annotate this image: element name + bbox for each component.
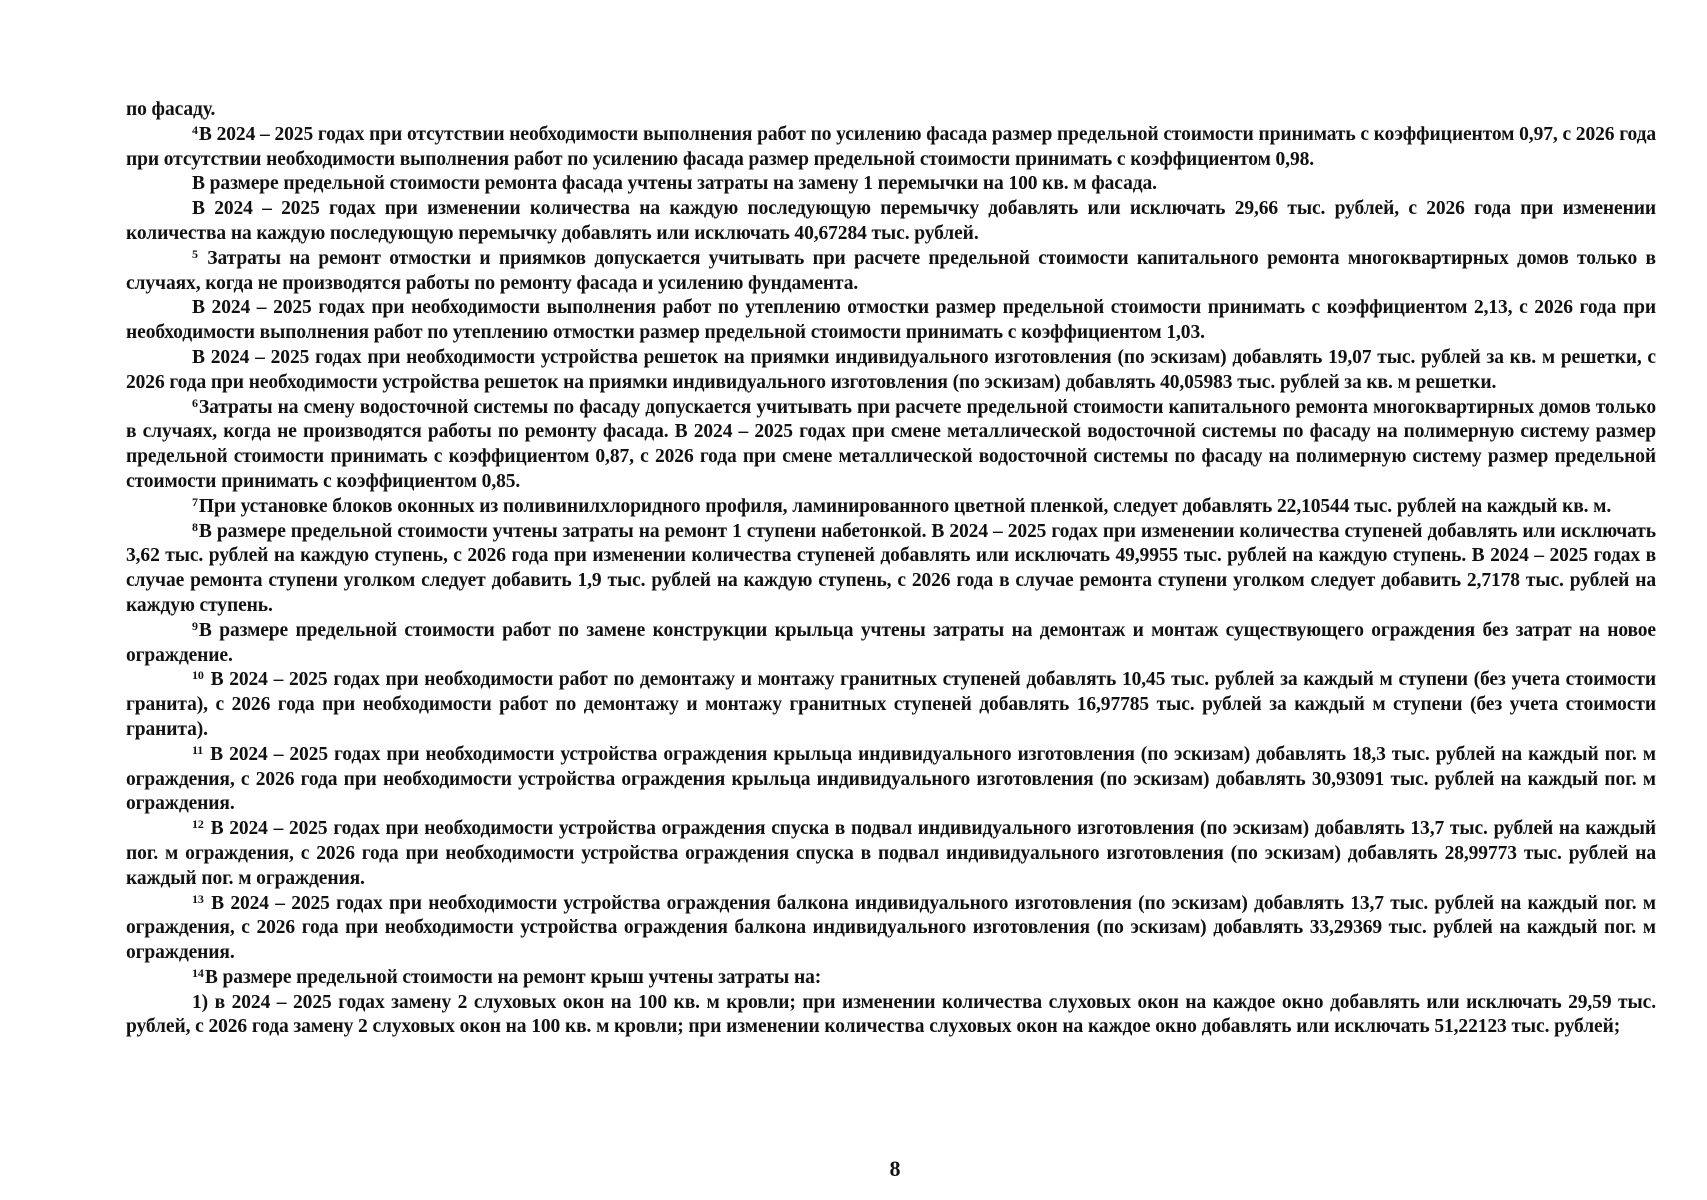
footnote-marker: 7 [192,494,198,509]
footnote-12 [126,817,1656,891]
paragraph-text: В размере предельной стоимости на ремонт крыш учтены затраты на: [204,966,822,988]
page-number: 8 [889,1156,901,1181]
paragraph-text: В размере предельной стоимости ремонта фасада учтены затраты на замену 1 перемычки на 100 кв. м фасада. [192,173,1157,195]
footnote-11 [126,743,1656,817]
paragraph-blind-area-insulation [126,296,1656,346]
paragraph-text: Затраты на смену водосточной системы по фасаду допускается учитывать при расчете предельной стоимости капитального ремонта многоквартирных домов только в случаях, когда не производятся работы по ремонту фасада. В 2024 – 2025 годах при смене металлической водосточной системы по фасаду на полимерную систему размер предельной стоимости принимать с коэффициентом 0,87, с 2026 года при смене металлической водосточной системы по фасаду на полимерную систему размер предельной стоимости принимать с коэффициентом 0,85. [126,396,1656,492]
footnote-5 [126,247,1656,297]
paragraph-pit-grates [126,346,1656,396]
footnote-8 [126,520,1656,619]
paragraph-text: Затраты на ремонт отмостки и приямков допускается учитывать при расчете предельной стоимости капитального ремонта многоквартирных домов только в случаях, когда не производятся работы по ремонту фасада и усилению фундамента. [126,247,1656,294]
footnote-marker: 14 [192,965,204,980]
list-item-dormer-windows [126,991,1656,1041]
footnote-14 [126,966,1656,991]
paragraph-text: В 2024 – 2025 годах при необходимости устройства ограждения балкона индивидуального изготовления (по эскизам) добавлять 13,7 тыс. рублей на каждый пог. м ограждения, с 2026 года при необходимости устройства ограждения балкона индивидуального изготовления (по эскизам) добавлять 33,29369 тыс. рублей на каждый пог. м ограждения. [126,892,1656,964]
paragraph-text: по фасаду. [126,99,216,120]
paragraph-text: В 2024 – 2025 годах при необходимости устройства ограждения спуска в подвал индивидуального изготовления (по эскизам) добавлять 13,7 тыс. рублей на каждый пог. м ограждения, с 2026 года при необходимости устройства ограждения спуска в подвал индивидуального изготовления (по эскизам) добавлять 28,99773 тыс. рублей на каждый пог. м ограждения. [126,818,1656,889]
paragraph-text: В 2024 – 2025 годах при необходимости устройства решеток на приямки индивидуального изготовления (по эскизам) добавлять 19,07 тыс. рублей за кв. м решетки, с 2026 года при необходимости устройства решеток на приямки индивидуального изготовления (по эскизам) добавлять 40,05983 тыс. рублей за кв. м решетки. [126,346,1656,393]
footnote-7 [126,495,1656,520]
footnote-13 [126,892,1656,966]
footnote-marker: 5 [192,246,198,261]
footnote-marker: 6 [192,395,198,410]
paragraph-text: 1) в 2024 – 2025 годах замену 2 слуховых окон на 100 кв. м кровли; при изменении количества слуховых окон на каждое окно добавлять или исключать 29,59 тыс. рублей, с 2026 года замену 2 слуховых окон на 100 кв. м кровли; при изменении количества слуховых окон на каждое окно добавлять или исключать 51,22123 тыс. рублей; [126,991,1656,1038]
paragraph-text: В 2024 – 2025 годах при необходимости выполнения работ по утеплению отмостки размер предельной стоимости принимать с коэффициентом 2,13, с 2026 года при необходимости выполнения работ по утеплению отмостки размер предельной стоимости принимать с коэффициентом 1,03. [126,297,1656,344]
paragraph-lintel-cost [126,197,1656,247]
paragraph-text: В размере предельной стоимости работ по замене конструкции крыльца учтены затраты на демонтаж и монтаж существующего ограждения без затрат на новое ограждение. [126,619,1656,666]
footnote-10 [126,668,1656,742]
paragraph-facade-lintel [126,172,1656,197]
document-body [126,98,1656,1040]
footnote-4 [126,123,1656,173]
footnote-marker: 11 [192,742,204,757]
footnote-marker: 13 [192,891,204,906]
footnote-marker: 8 [192,519,198,534]
paragraph-text: При установке блоков оконных из поливинилхлоридного профиля, ламинированного цветной пленкой, следует добавлять 22,10544 тыс. рублей на каждый кв. м. [198,495,1612,517]
paragraph-text: В размере предельной стоимости учтены затраты на ремонт 1 ступени набетонкой. В 2024 – 2025 годах при изменении количества ступеней добавлять или исключать 3,62 тыс. рублей на каждую ступень, с 2026 года при изменении количества ступеней добавлять или исключать 49,9955 тыс. рублей на каждую ступень. В 2024 – 2025 годах в случае ремонта ступени уголком следует добавить 1,9 тыс. рублей на каждую ступень, с 2026 года в случае ремонта ступени уголком следует добавить 2,7178 тыс. рублей на каждую ступень. [126,520,1656,616]
paragraph-text: В 2024 – 2025 годах при необходимости устройства ограждения крыльца индивидуального изготовления (по эскизам) добавлять 18,3 тыс. рублей на каждый пог. м ограждения, с 2026 года при необходимости устройства ограждения крыльца индивидуального изготовления (по эскизам) добавлять 30,93091 тыс. рублей на каждый пог. м ограждения. [126,743,1656,815]
footnote-marker: 12 [192,817,204,832]
paragraph-text: В 2024 – 2025 годах при необходимости работ по демонтажу и монтажу гранитных ступеней добавлять 10,45 тыс. рублей за каждый м ступени (без учета стоимости гранита), с 2026 года при необходимости работ по демонтажу и монтажу гранитных ступеней добавлять 16,97785 тыс. рублей за каждый м ступени (без учета стоимости гранита). [126,669,1656,740]
footnote-6 [126,396,1656,495]
footnote-marker: 4 [192,122,198,137]
footnote-marker: 10 [192,668,204,683]
footnote-marker: 9 [192,618,198,633]
paragraph-continuation [126,98,1656,123]
paragraph-text: В 2024 – 2025 годах при отсутствии необходимости выполнения работ по усилению фасада размер предельной стоимости принимать с коэффициентом 0,97, с 2026 года при отсутствии необходимости выполнения работ по усилению фасада размер предельной стоимости принимать с коэффициентом 0,98. [126,123,1656,170]
paragraph-text: В 2024 – 2025 годах при изменении количества на каждую последующую перемычку добавлять или исключать 29,66 тыс. рублей, с 2026 года при изменении количества на каждую последующую перемычку добавлять или исключать 40,67284 тыс. рублей. [126,198,1656,244]
footnote-9 [126,619,1656,669]
